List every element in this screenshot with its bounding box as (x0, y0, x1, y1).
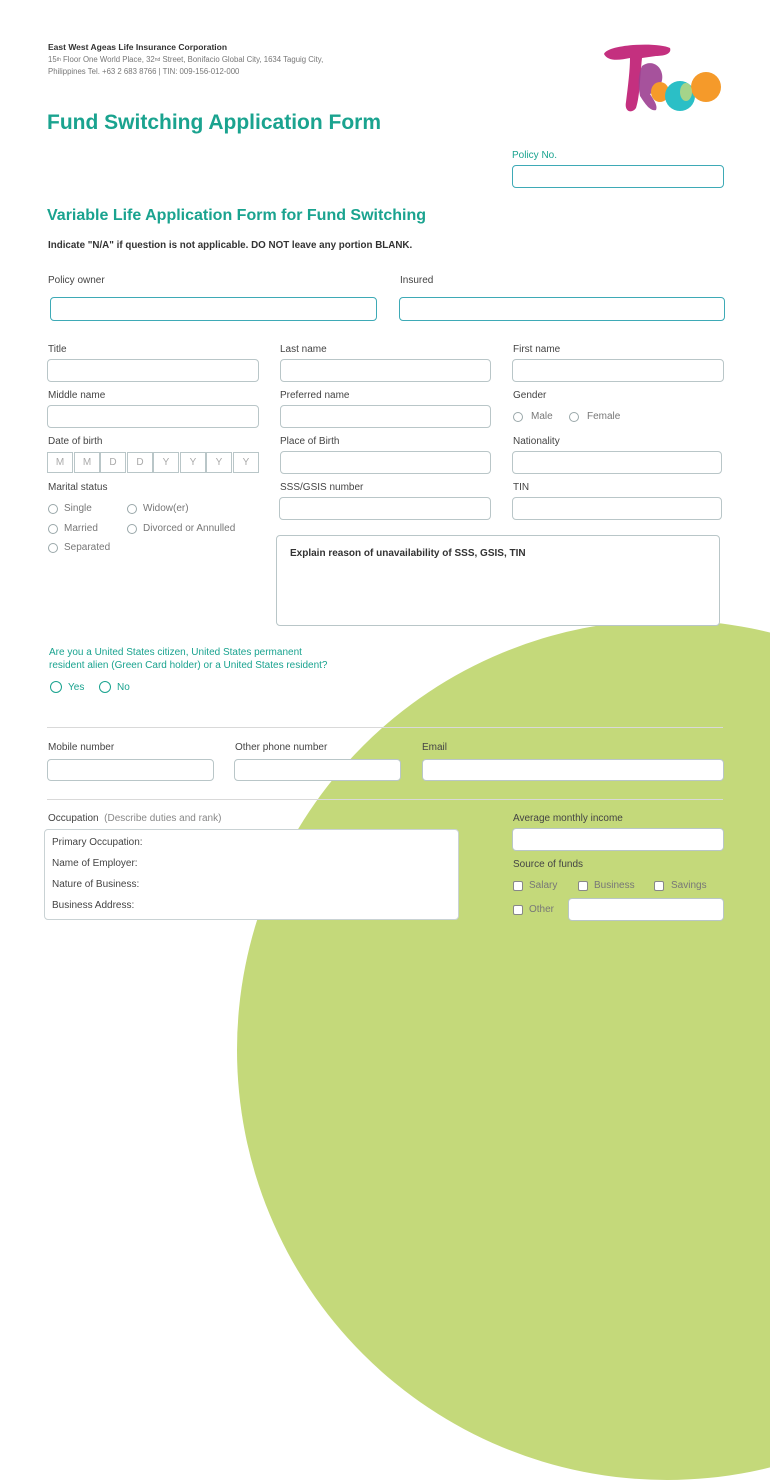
dob-year-1[interactable]: Y (153, 452, 179, 473)
insured-label: Insured (400, 275, 434, 286)
place-of-birth-label: Place of Birth (280, 436, 340, 447)
marital-single-radio[interactable] (48, 504, 58, 514)
dob-month-1[interactable]: M (47, 452, 73, 473)
form-subtitle: Variable Life Application Form for Fund Switching (47, 207, 426, 224)
occupation-label: Occupation (Describe duties and rank) (48, 813, 222, 824)
gender-label: Gender (513, 390, 547, 401)
middle-name-input[interactable] (47, 405, 259, 428)
middle-name-label: Middle name (48, 390, 106, 401)
sss-gsis-input[interactable] (279, 497, 491, 520)
policy-owner-label: Policy owner (48, 275, 105, 286)
source-of-funds-label: Source of funds (513, 859, 584, 870)
first-name-label: First name (513, 344, 561, 355)
us-no-label: No (117, 682, 130, 693)
marital-separated-label: Separated (64, 542, 111, 553)
mobile-label: Mobile number (48, 742, 115, 753)
mobile-input[interactable] (47, 759, 214, 781)
funds-business-checkbox[interactable] (578, 881, 588, 891)
policy-owner-input[interactable] (50, 297, 377, 321)
title-input[interactable] (47, 359, 259, 382)
us-citizen-question: Are you a United States citizen, United States permanent resident alien (Green Card holder) or a United States resident? (49, 647, 328, 671)
marital-status-label: Marital status (48, 482, 108, 493)
dob-label: Date of birth (48, 436, 103, 447)
company-address: 15th Floor One World Place, 32nd Street, Bonifacio Global City, 1634 Taguig City, Philippines Tel. +63 2 683 8766 | TIN: 009-156-012-000 (48, 55, 324, 76)
dob-day-1[interactable]: D (100, 452, 126, 473)
company-name: East West Ageas Life Insurance Corporation (48, 42, 228, 52)
funds-salary-checkbox[interactable] (513, 881, 523, 891)
funds-salary-label: Salary (529, 880, 558, 891)
place-of-birth-input[interactable] (280, 451, 491, 474)
dob-year-3[interactable]: Y (206, 452, 232, 473)
gender-male-radio[interactable] (513, 412, 523, 422)
divider (47, 727, 723, 728)
form-title: Fund Switching Application Form (47, 111, 382, 134)
divider (47, 799, 723, 800)
tin-input[interactable] (512, 497, 722, 520)
brand-logo (598, 40, 728, 116)
primary-occupation-line: Primary Occupation: (52, 837, 143, 848)
dob-month-2[interactable]: M (74, 452, 100, 473)
other-phone-label: Other phone number (235, 742, 328, 753)
gender-male-label: Male (531, 411, 553, 422)
occupation-hint: (Describe duties and rank) (104, 813, 222, 824)
gender-female-label: Female (587, 411, 621, 422)
preferred-name-input[interactable] (280, 405, 491, 428)
dob-year-2[interactable]: Y (180, 452, 206, 473)
marital-married-label: Married (64, 523, 98, 534)
dob-day-2[interactable]: D (127, 452, 153, 473)
policy-no-input[interactable] (512, 165, 724, 188)
funds-business-label: Business (594, 880, 635, 891)
last-name-input[interactable] (280, 359, 491, 382)
email-label: Email (422, 742, 448, 753)
email-input[interactable] (422, 759, 724, 781)
sss-gsis-label: SSS/GSIS number (280, 482, 364, 493)
business-address-line: Business Address: (52, 900, 135, 911)
marital-widow-radio[interactable] (127, 504, 137, 514)
nationality-label: Nationality (513, 436, 560, 447)
marital-separated-radio[interactable] (48, 543, 58, 553)
marital-widow-label: Widow(er) (143, 503, 189, 514)
nature-of-business-line: Nature of Business: (52, 879, 140, 890)
avg-income-label: Average monthly income (513, 813, 623, 824)
insured-input[interactable] (399, 297, 725, 321)
gender-female-radio[interactable] (569, 412, 579, 422)
funds-other-checkbox[interactable] (513, 905, 523, 915)
marital-single-label: Single (64, 503, 92, 514)
other-phone-input[interactable] (234, 759, 401, 781)
funds-savings-label: Savings (671, 880, 707, 891)
nationality-input[interactable] (512, 451, 722, 474)
funds-other-input[interactable] (568, 898, 724, 921)
marital-divorced-label: Divorced or Annulled (143, 523, 236, 534)
us-yes-radio[interactable] (50, 681, 62, 693)
dob-year-4[interactable]: Y (233, 452, 259, 473)
explain-reason-label: Explain reason of unavailability of SSS, GSIS, TIN (290, 548, 526, 559)
title-label: Title (48, 344, 67, 355)
marital-married-radio[interactable] (48, 524, 58, 534)
us-yes-label: Yes (68, 682, 85, 693)
last-name-label: Last name (280, 344, 327, 355)
instruction-text: Indicate "N/A" if question is not applicable. DO NOT leave any portion BLANK. (48, 240, 413, 251)
funds-savings-checkbox[interactable] (654, 881, 664, 891)
tin-label: TIN (513, 482, 530, 493)
funds-other-label: Other (529, 904, 555, 915)
first-name-input[interactable] (512, 359, 724, 382)
employer-name-line: Name of Employer: (52, 858, 138, 869)
marital-divorced-radio[interactable] (127, 524, 137, 534)
avg-income-input[interactable] (512, 828, 724, 851)
policy-no-label: Policy No. (512, 150, 558, 161)
preferred-name-label: Preferred name (280, 390, 350, 401)
us-no-radio[interactable] (99, 681, 111, 693)
